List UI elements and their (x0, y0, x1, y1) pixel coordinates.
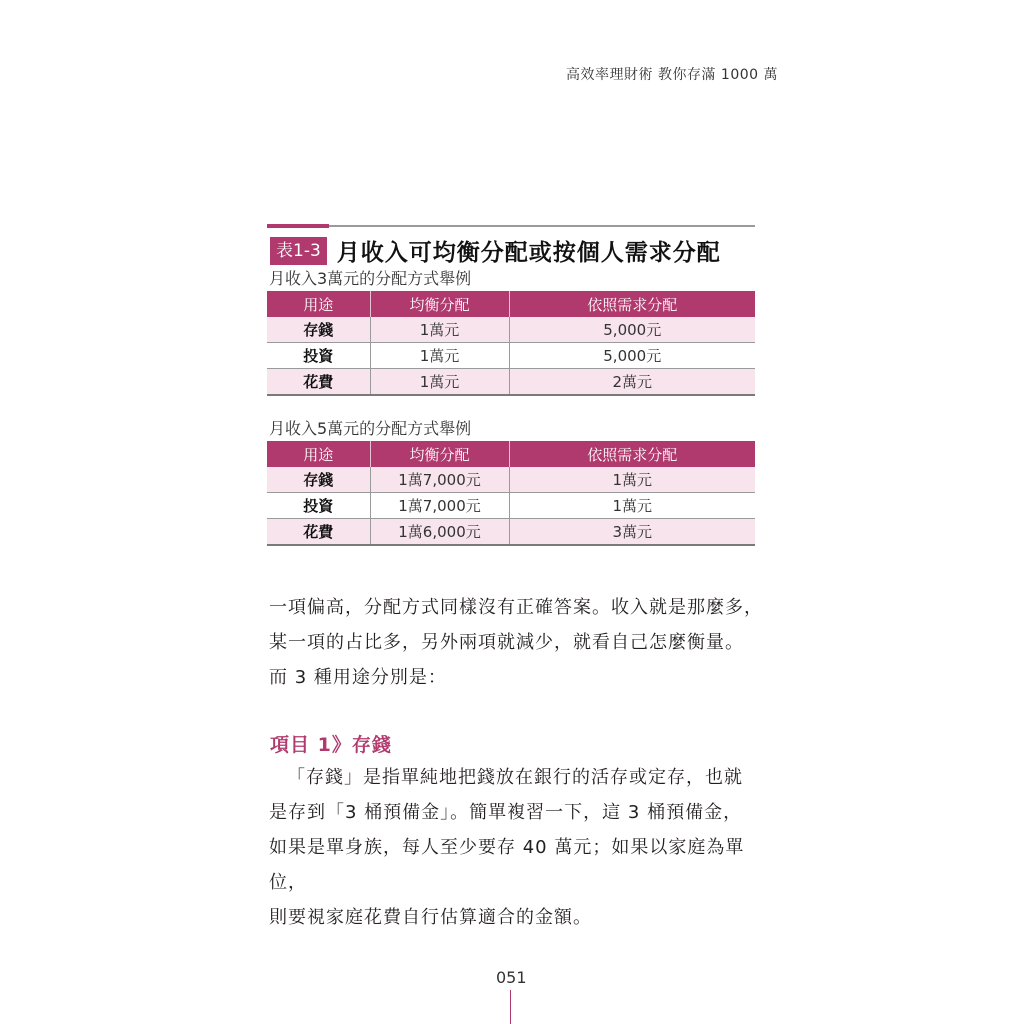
column-header-balanced: 均衡分配 (370, 291, 509, 317)
page-tick-mark (510, 990, 511, 1024)
table-title (270, 234, 721, 267)
by-need-value: 3萬元 (509, 519, 755, 546)
table1-caption: 月收入3萬元的分配方式舉例 (269, 269, 472, 288)
table-row (267, 519, 755, 546)
column-header-usage: 用途 (267, 441, 370, 467)
balanced-value: 1萬6,000元 (370, 519, 509, 546)
balanced-value: 1萬7,000元 (370, 467, 509, 493)
row-label: 存錢 (267, 317, 370, 343)
section-heading: 項目 1》存錢 (270, 734, 392, 756)
by-need-value: 1萬元 (509, 493, 755, 519)
balanced-value: 1萬7,000元 (370, 493, 509, 519)
running-header: 高效率理財術 教你存滿 1000 萬 (566, 67, 778, 83)
text-line: 「存錢」是指單純地把錢放在銀行的活存或定存，也就 (287, 767, 743, 788)
table-row (267, 467, 755, 493)
table1 (267, 291, 755, 396)
row-label: 投資 (267, 493, 370, 519)
table2-caption: 月收入5萬元的分配方式舉例 (269, 419, 472, 438)
body-paragraph-2 (269, 760, 764, 935)
table-header-row (267, 441, 755, 467)
table-heading: 月收入可均衡分配或按個人需求分配 (336, 240, 721, 266)
table-number-badge: 表1-3 (270, 237, 327, 265)
balanced-value: 1萬元 (370, 369, 509, 396)
text-line: 某一項的占比多，另外兩項就減少，就看自己怎麼衡量。 (269, 632, 744, 653)
row-label: 花費 (267, 369, 370, 396)
text-line: 一項偏高，分配方式同樣沒有正確答案。收入就是那麼多， (269, 597, 763, 618)
title-rule-accent (267, 224, 329, 228)
title-rule (267, 225, 755, 227)
table-row (267, 343, 755, 369)
table-row (267, 369, 755, 396)
table2 (267, 441, 755, 546)
text-line: 如果是單身族，每人至少要存 40 萬元；如果以家庭為單位， (269, 837, 745, 893)
by-need-value: 1萬元 (509, 467, 755, 493)
balanced-value: 1萬元 (370, 317, 509, 343)
balanced-value: 1萬元 (370, 343, 509, 369)
text-line: 則要視家庭花費自行估算適合的金額。 (269, 907, 592, 928)
table-row (267, 317, 755, 343)
row-label: 花費 (267, 519, 370, 546)
table-row (267, 493, 755, 519)
text-line: 是存到「3 桶預備金」。簡單複習一下，這 3 桶預備金， (269, 802, 743, 823)
page-number: 051 (496, 968, 527, 987)
body-paragraph-1 (269, 590, 764, 695)
text-line: 而 3 種用途分別是： (269, 667, 447, 688)
column-header-usage: 用途 (267, 291, 370, 317)
column-header-by-need: 依照需求分配 (509, 291, 755, 317)
row-label: 投資 (267, 343, 370, 369)
table-header-row (267, 291, 755, 317)
column-header-balanced: 均衡分配 (370, 441, 509, 467)
by-need-value: 2萬元 (509, 369, 755, 396)
row-label: 存錢 (267, 467, 370, 493)
column-header-by-need: 依照需求分配 (509, 441, 755, 467)
by-need-value: 5,000元 (509, 343, 755, 369)
by-need-value: 5,000元 (509, 317, 755, 343)
